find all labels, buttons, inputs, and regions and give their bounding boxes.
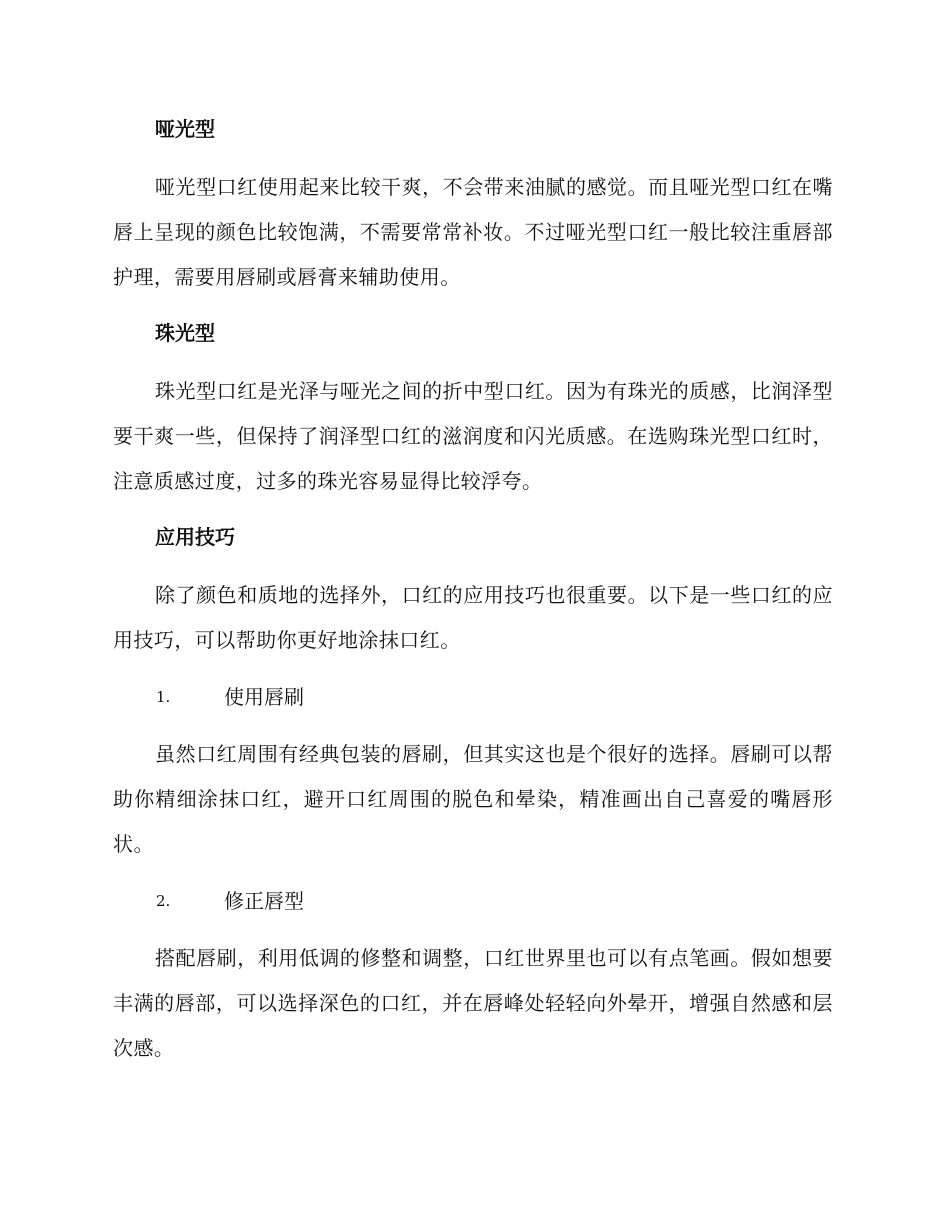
list-item-lip-brush xyxy=(113,675,833,720)
paragraph-pearl: 珠光型口红是光泽与哑光之间的折中型口红。因为有珠光的质感，比润泽型要干爽一些，但保持了润泽型口红的滋润度和闪光质感。在选购珠光型口红时，注意质感过度，过多的珠光容易显得比较浮夸。 xyxy=(113,379,833,493)
document-content xyxy=(113,108,833,1083)
list-label: 修正唇型 xyxy=(224,889,304,913)
section-heading-matte: 哑光型 xyxy=(155,117,215,141)
section-heading-tips: 应用技巧 xyxy=(155,525,235,549)
paragraph-lip-shape: 搭配唇刷，利用低调的修整和调整，口红世界里也可以有点笔画。假如想要丰满的唇部，可以选择深色的口红，并在唇峰处轻轻向外晕开，增强自然感和层次感。 xyxy=(113,946,833,1060)
list-number: 2. xyxy=(156,892,171,910)
paragraph-tips-intro: 除了颜色和质地的选择外，口红的应用技巧也很重要。以下是一些口红的应用技巧，可以帮助你更好地涂抹口红。 xyxy=(113,583,833,652)
list-item-lip-shape xyxy=(113,879,833,924)
paragraph-matte: 哑光型口红使用起来比较干爽，不会带来油腻的感觉。而且哑光型口红在嘴唇上呈现的颜色比较饱满，不需要常常补妆。不过哑光型口红一般比较注重唇部护理，需要用唇刷或唇膏来辅助使用。 xyxy=(113,175,833,289)
list-label: 使用唇刷 xyxy=(224,685,304,709)
paragraph-lip-brush: 虽然口红周围有经典包装的唇刷，但其实这也是个很好的选择。唇刷可以帮助你精细涂抹口红，避开口红周围的脱色和晕染，精准画出自己喜爱的嘴唇形状。 xyxy=(113,742,833,856)
list-number: 1. xyxy=(156,688,171,706)
section-heading-pearl: 珠光型 xyxy=(155,321,215,345)
